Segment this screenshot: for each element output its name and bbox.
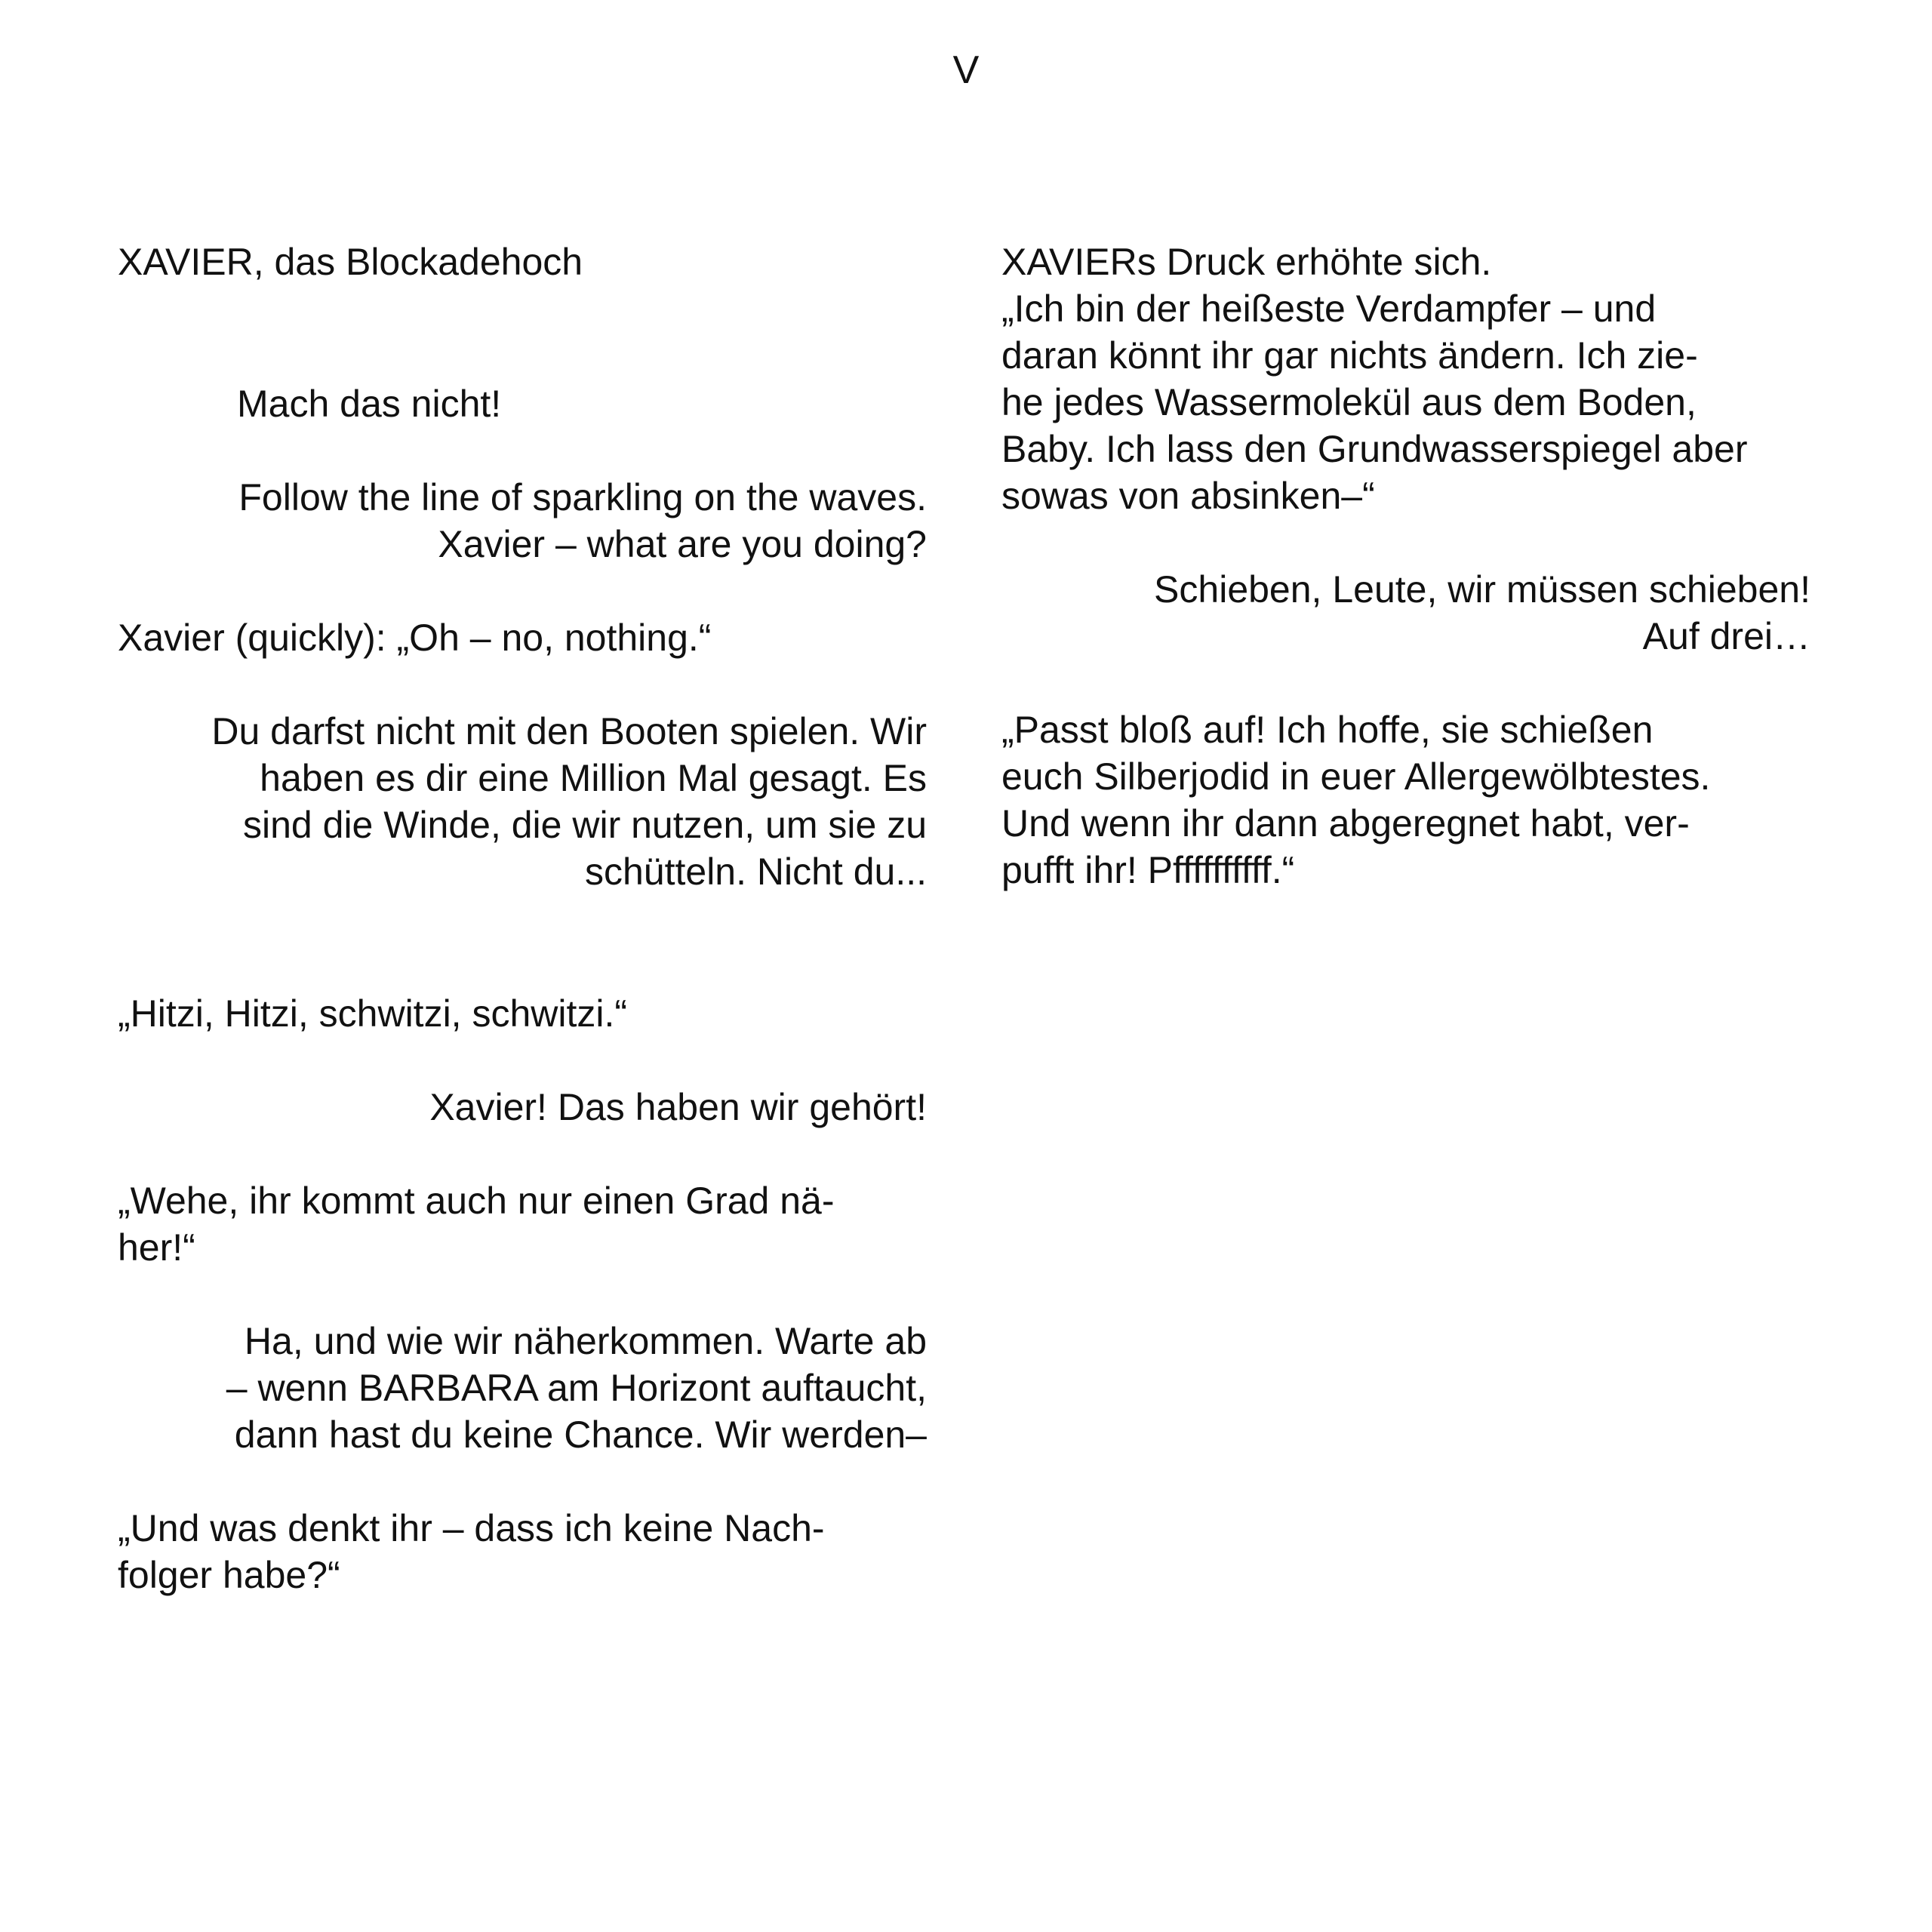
paragraph [118,1084,927,1131]
text-line: pufft ihr! Pffffffffff.“ [1001,849,1295,891]
text-line: Du darfst nicht mit den Booten spielen. Wir [211,710,927,752]
paragraph [118,380,927,427]
text-line: Xavier – what are you doing? [438,523,927,565]
text-line: sind die Winde, die wir nutzen, um sie zu [243,804,927,846]
text-line: Mach das nicht! [237,383,502,425]
page-number: V [952,48,980,92]
text-line: Und wenn ihr dann abgeregnet habt, ver- [1001,802,1690,844]
paragraph [118,990,927,1037]
paragraph [118,1177,927,1271]
text-line: „Und was denkt ihr – dass ich keine Nach- [118,1507,825,1549]
text-line: „Wehe, ihr kommt auch nur einen Grad nä- [118,1180,835,1222]
text-line: haben es dir eine Million Mal gesagt. Es [260,757,927,799]
paragraph [1001,238,1810,519]
paragraph [118,708,927,895]
text-line: Follow the line of sparkling on the waves. [238,476,927,518]
text-line: Auf drei… [1642,615,1810,657]
text-line: „Passt bloß auf! Ich hoffe, sie schießen [1001,709,1654,751]
text-line: folger habe?“ [118,1554,340,1596]
text-line: Baby. Ich lass den Grundwasserspiegel aber [1001,428,1748,470]
paragraph [118,614,927,661]
text-line: he jedes Wassermolekül aus dem Boden, [1001,381,1697,423]
text-line: sowas von absinken–“ [1001,475,1375,517]
paragraph [1001,566,1810,660]
text-line: „Ich bin der heißeste Verdampfer – und [1001,288,1657,330]
right-column [1001,238,1810,894]
text-line: XAVIERs Druck erhöhte sich. [1001,241,1492,283]
text-line: daran könnt ihr gar nichts ändern. Ich zie- [1001,334,1698,377]
text-line: Xavier (quickly): „Oh – no, nothing.“ [118,617,712,659]
text-line: her!“ [118,1226,195,1269]
paragraph [118,474,927,568]
text-line: XAVIER, das Blockadehoch [118,241,583,283]
text-line: – wenn BARBARA am Horizont auftaucht, [226,1367,927,1409]
paragraph [118,1318,927,1458]
paragraph [1001,706,1810,894]
text-line: Schieben, Leute, wir müssen schieben! [1154,568,1810,611]
text-line: „Hitzi, Hitzi, schwitzi, schwitzi.“ [118,992,628,1035]
text-line: euch Silberjodid in euer Allergewölbtestes. [1001,755,1711,798]
text-line: schütteln. Nicht du... [584,851,927,893]
text-line: Ha, und wie wir näherkommen. Warte ab [244,1320,927,1362]
text-line: Xavier! Das haben wir gehört! [429,1086,927,1128]
section-heading [118,238,927,285]
text-line: dann hast du keine Chance. Wir werden– [234,1414,927,1456]
left-column [118,238,927,1598]
paragraph [118,1505,927,1598]
